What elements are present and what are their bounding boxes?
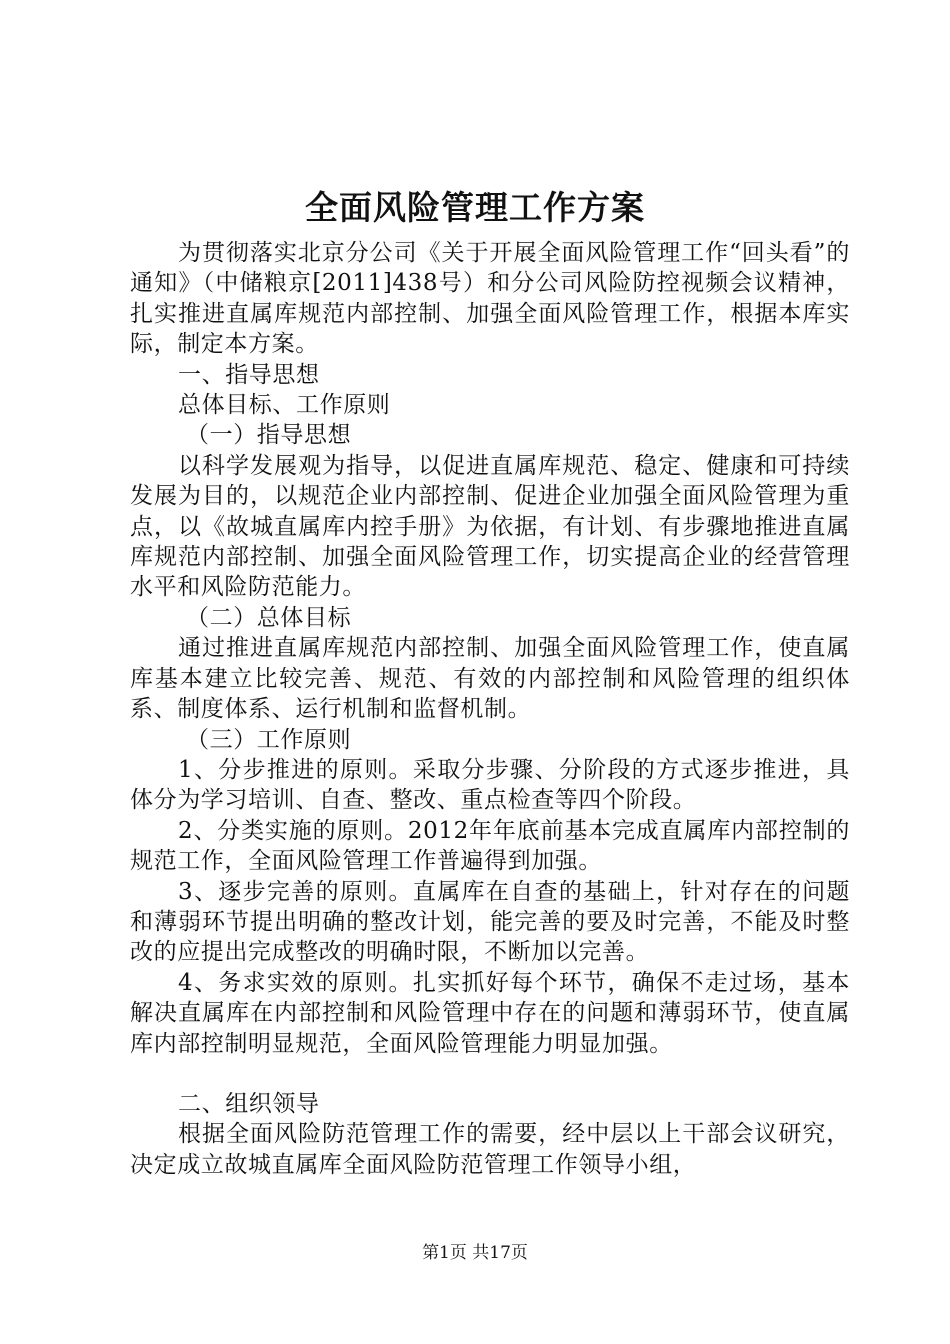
document-body (130, 238, 850, 1180)
organization-paragraph: 根据全面风险防范管理工作的需要，经中层以上干部会议研究，决定成立故城直属库全面风险防范管理工作领导小组， (130, 1121, 850, 1178)
principle-paragraph-3: 3、逐步完善的原则。直属库在自查的基础上，针对存在的问题和薄弱环节提出明确的整改计划，能完善的要及时完善，不能及时整改的应提出完成整改的明确时限，不断加以完善。 (130, 878, 850, 966)
page-footer: 第1页 共17页 (422, 1243, 528, 1263)
section-heading-organization: 二、组织领导 (178, 1090, 320, 1117)
principle-paragraph-4: 4、务求实效的原则。扎实抓好每个环节，确保不走过场，基本解决直属库在内部控制和风险管理中存在的问题和薄弱环节，使直属库内部控制明显规范，全面风险管理能力明显加强。 (130, 969, 850, 1057)
document-title: 全面风险管理工作方案 (305, 188, 645, 227)
overall-goal-paragraph: 通过推进直属库规范内部控制、加强全面风险管理工作，使直属库基本建立比较完善、规范、有效的内部控制和风险管理的组织体系、制度体系、运行机制和监督机制。 (130, 635, 850, 723)
paragraph-gap (130, 1059, 850, 1089)
principle-paragraph-1: 1、分步推进的原则。采取分步骤、分阶段的方式逐步推进，具体分为学习培训、自查、整改、重点检查等四个阶段。 (130, 756, 850, 814)
section-heading-guiding-thought: 一、指导思想 (178, 361, 320, 388)
subsection-heading-1: （一）指导思想 (186, 422, 352, 449)
section-heading-goals-principles: 总体目标、工作原则 (178, 392, 391, 419)
subsection-heading-2: （二）总体目标 (186, 604, 352, 631)
principle-paragraph-2: 2、分类实施的原则。2012年年底前基本完成直属库内部控制的规范工作，全面风险管理工作普遍得到加强。 (130, 817, 850, 875)
intro-paragraph: 为贯彻落实北京分公司《关于开展全面风险管理工作“回头看”的通知》（中储粮京[2011]438号）和分公司风险防控视频会议精神，扎实推进直属库规范内部控制、加强全面风险管理工作，根据本库实际，制定本方案。 (130, 240, 850, 358)
guiding-thought-paragraph: 以科学发展观为指导，以促进直属库规范、稳定、健康和可持续发展为目的，以规范企业内部控制、促进企业加强全面风险管理为重点，以《故城直属库内控手册》为依据，有计划、有步骤地推进直属库规范内部控制、加强全面风险管理工作，切实提高企业的经营管理水平和风险防范能力。 (130, 452, 850, 601)
subsection-heading-3: （三）工作原则 (186, 726, 352, 753)
